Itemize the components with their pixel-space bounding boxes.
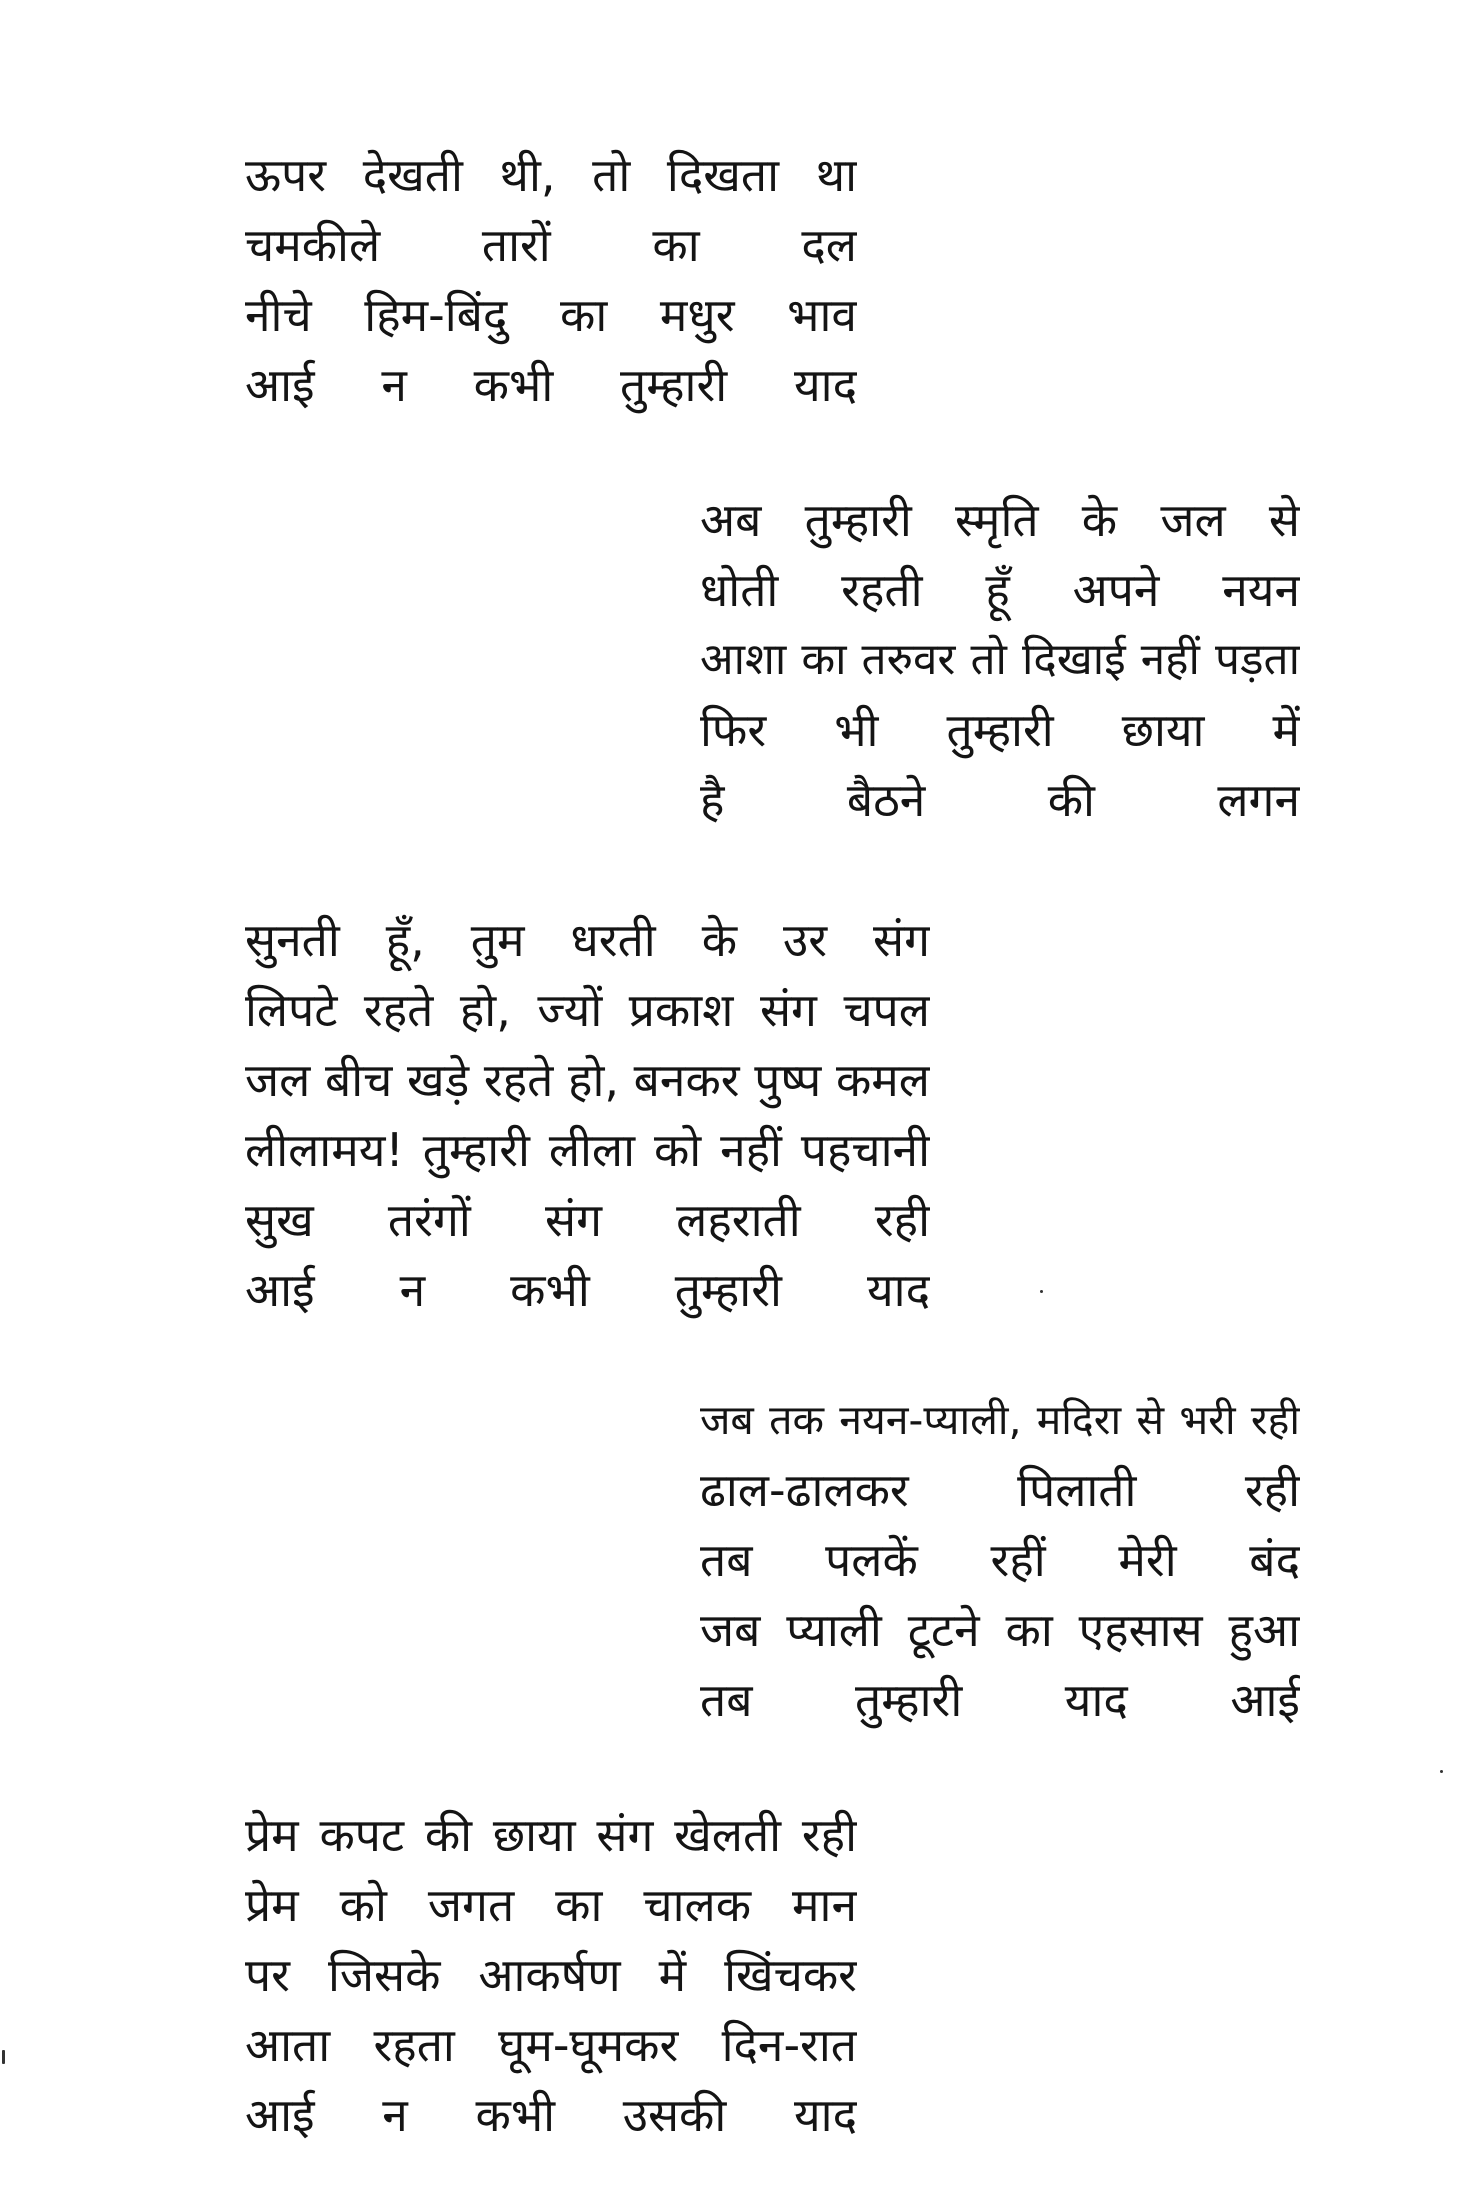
poem-line: सुख तरंगों संग लहराती रही <box>245 1193 930 1247</box>
poem-line: जब प्याली टूटने का एहसास हुआ <box>700 1603 1300 1657</box>
poem-line: चमकीले तारों का दल <box>245 218 857 272</box>
poem-line: लीलामय! तुम्हारी लीला को नहीं पहचानी <box>245 1123 930 1177</box>
poem-line: अब तुम्हारी स्मृति के जल से <box>700 493 1300 547</box>
poem-line: प्रेम कपट की छाया संग खेलती रही <box>245 1808 857 1862</box>
scan-speck <box>2 2050 5 2064</box>
poem-stanza-2 <box>700 485 1300 835</box>
poem-line: ढाल-ढालकर पिलाती रही <box>700 1463 1300 1517</box>
poem-line: तब पलकें रहीं मेरी बंद <box>700 1533 1300 1587</box>
scan-speck <box>1440 1770 1443 1773</box>
poem-line: आई न कभी तुम्हारी याद <box>245 358 857 412</box>
poem-stanza-5 <box>245 1800 857 2150</box>
poem-line: तब तुम्हारी याद आई <box>700 1673 1300 1727</box>
poem-line: पर जिसके आकर्षण में खिंचकर <box>245 1948 857 2002</box>
poem-line: सुनती हूँ, तुम धरती के उर संग <box>245 913 930 967</box>
poem-stanza-1 <box>245 140 857 420</box>
poem-line: आता रहता घूम-घूमकर दिन-रात <box>245 2018 857 2072</box>
poem-line: जल बीच खड़े रहते हो, बनकर पुष्प कमल <box>245 1053 930 1107</box>
poem-line: फिर भी तुम्हारी छाया में <box>700 703 1300 757</box>
poem-line: आई न कभी उसकी याद <box>245 2088 857 2142</box>
poem-line: प्रेम को जगत का चालक मान <box>245 1878 857 1932</box>
poem-line: जब तक नयन-प्याली, मदिरा से भरी रही <box>700 1396 1300 1444</box>
poem-line: है बैठने की लगन <box>700 773 1300 827</box>
poem-line: ऊपर देखती थी, तो दिखता था <box>245 148 857 202</box>
poem-line: आशा का तरुवर तो दिखाई नहीं पड़ता <box>700 634 1300 685</box>
poem-stanza-3 <box>245 905 930 1325</box>
poem-stanza-4 <box>700 1385 1300 1735</box>
poem-line: नीचे हिम-बिंदु का मधुर भाव <box>245 288 857 342</box>
scan-speck <box>1040 1290 1043 1293</box>
poem-line: धोती रहती हूँ अपने नयन <box>700 563 1300 617</box>
poem-line: लिपटे रहते हो, ज्यों प्रकाश संग चपल <box>245 983 930 1037</box>
poem-line: आई न कभी तुम्हारी याद <box>245 1263 930 1317</box>
